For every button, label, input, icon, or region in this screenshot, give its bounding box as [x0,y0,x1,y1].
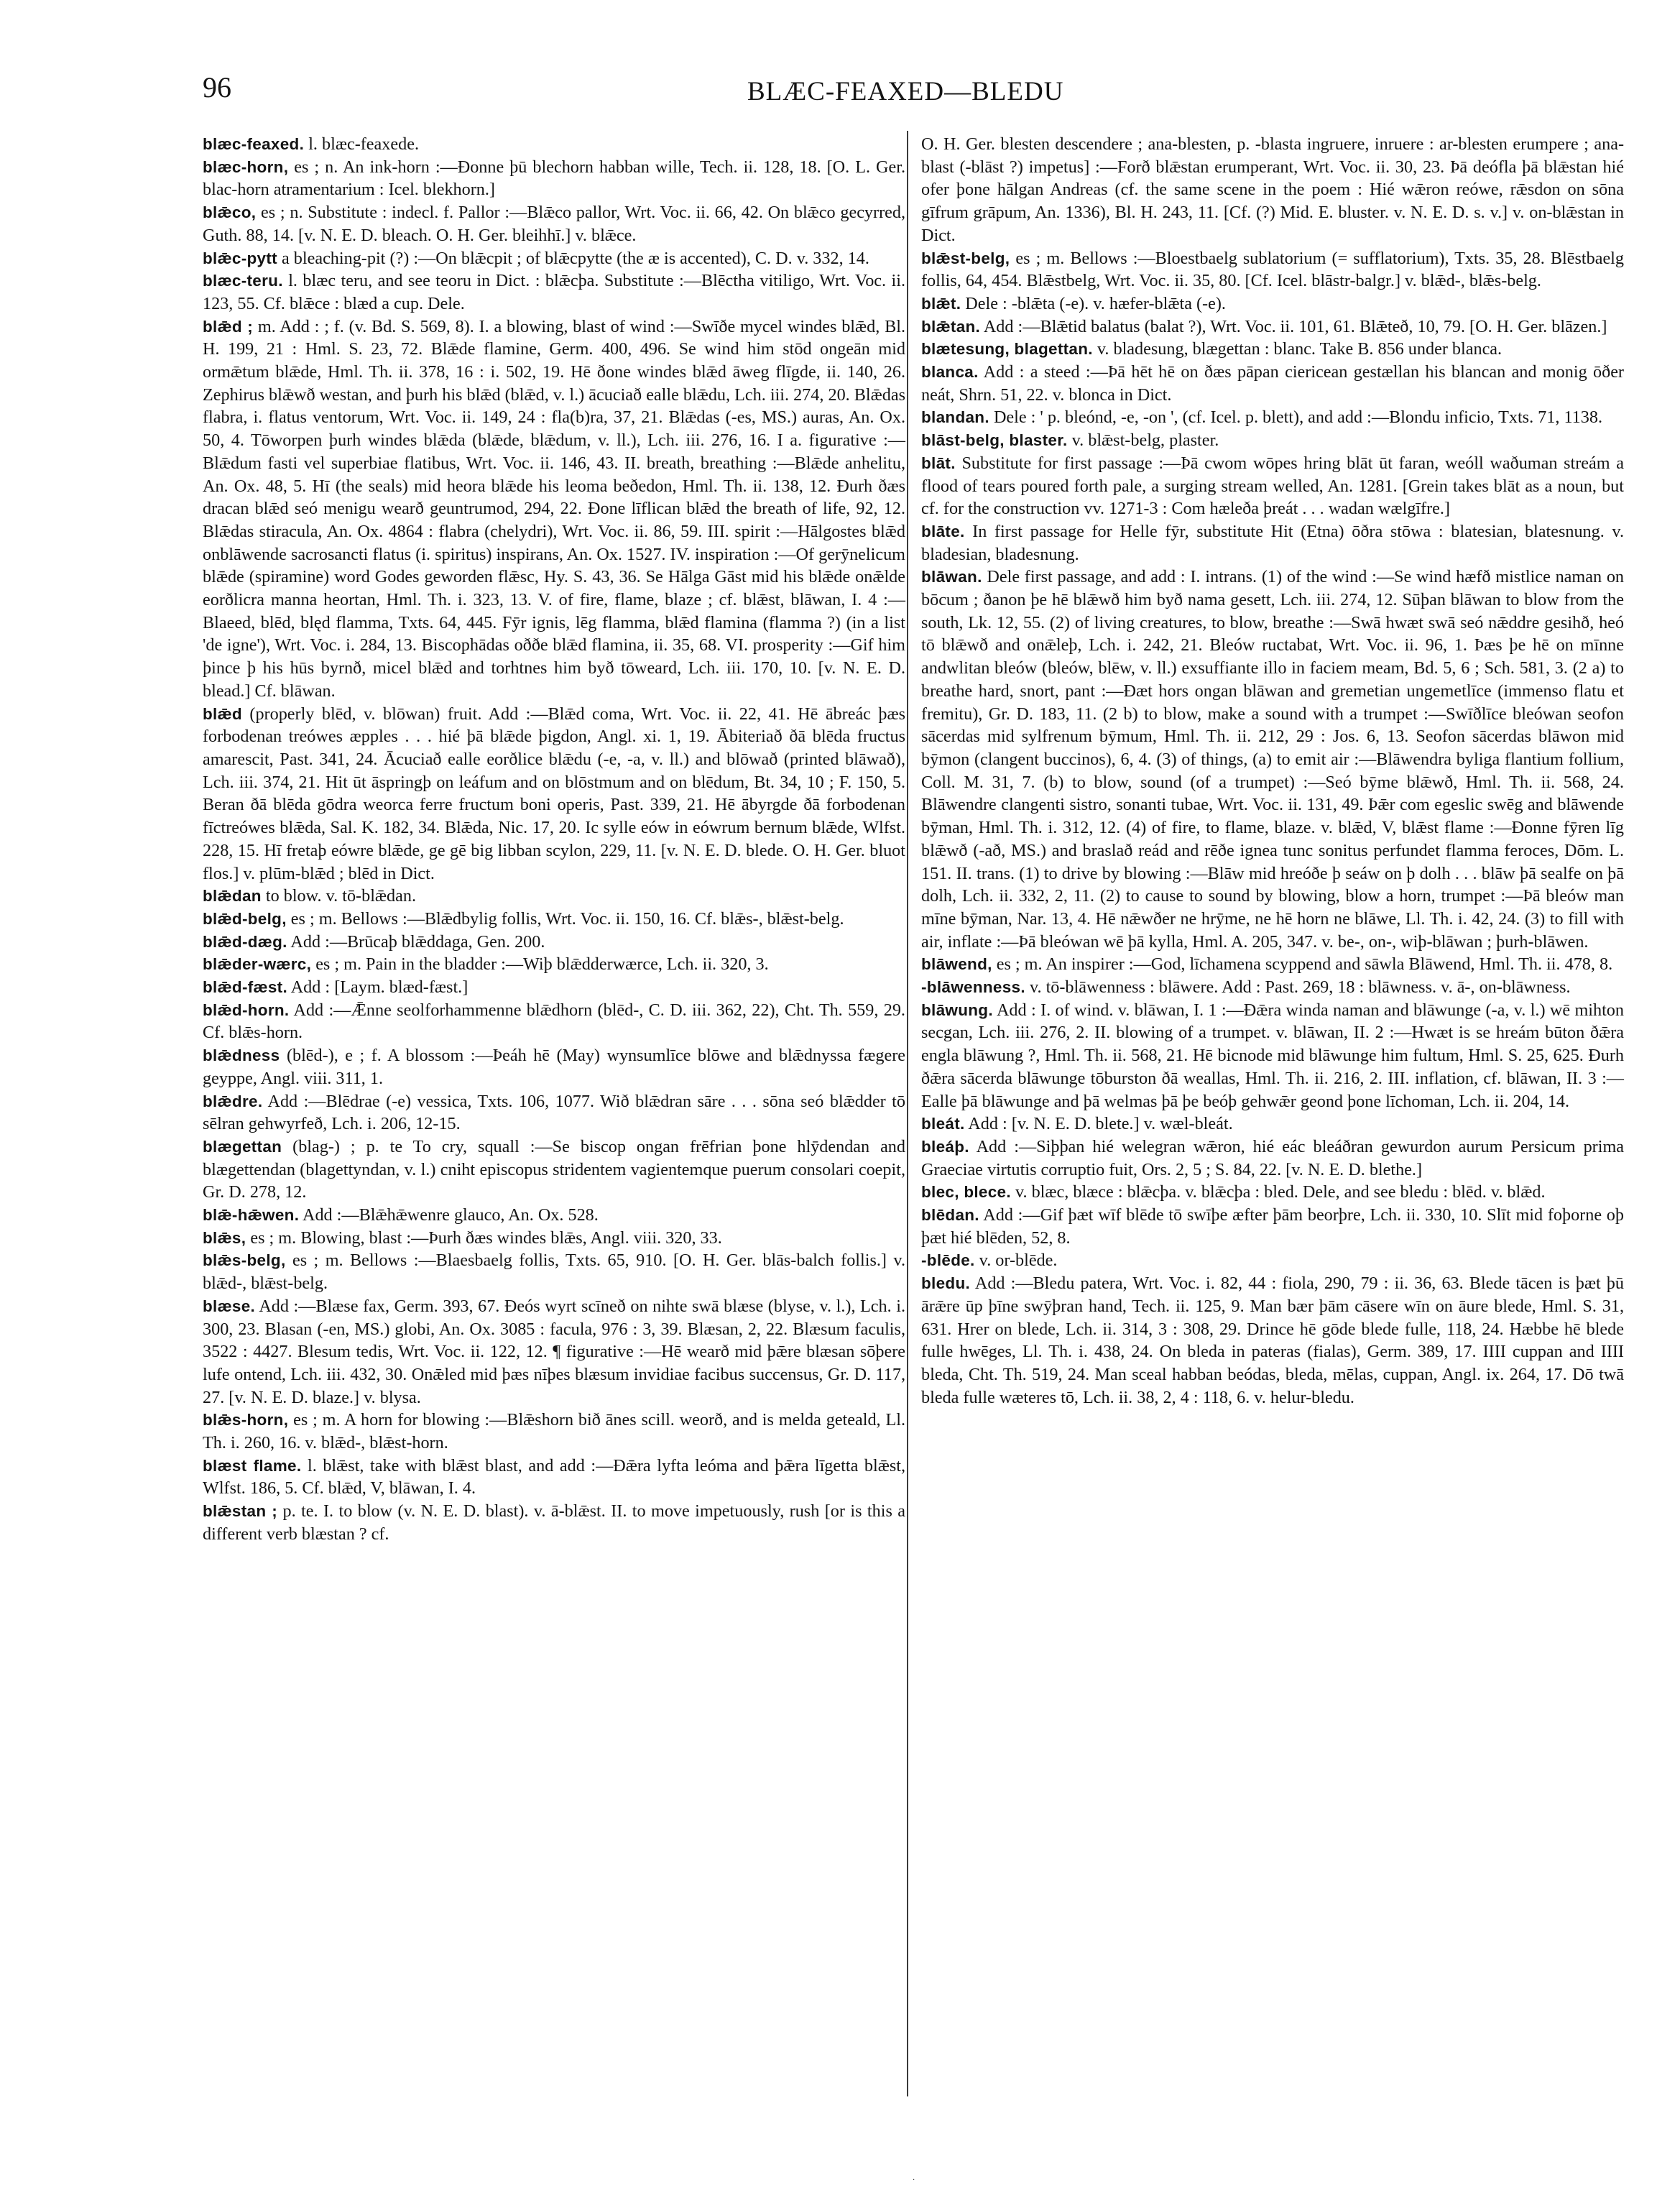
entry-text: (properly blēd, v. blōwan) fruit. Add :—Blǣd coma, Wrt. Voc. ii. 22, 41. Hē ābreác þæs forbodenan treówes æpples . . . hié þā blǣde þigdon, Angl. xi. 1, 19. Ābiteriað ðā blēda fructus amarescit, Past. 341, 24. Ācuciað ealle eorðlice blǣdu (-e, -a, v. ll.) and blōwað (printed blāwað), Lch. iii. 374, 21. Hit ūt āspringþ on leáfum and on blōstmum and on blēdum, Bt. 34, 10 ; F. 150, 5. Beran ðā blēda gōdra weorca ferre fructum boni operis, Past. 339, 21. Hē ābyrgde ðā forbodenan fīctreówes blǣda, Sal. K. 182, 34. Blǣda, Nic. 17, 20. Ic sylle eów in eówrum bernum blǣde, Wlfst. 228, 15. Hī fretaþ eówre blǣde, ge gē big libban scylon, 229, 11. [v. N. E. D. blede. O. H. Ger. bluot flos.] v. plūm-blǣd ; blēd in Dict. [203,704,905,883]
entry-text: Add : I. of wind. v. blāwan, I. 1 :—Ðǣra winda naman and blāwunge (-a, v. l.) wē mihton secgan, Lch. iii. 276, 2. II. blowing of a trumpet. v. blāwan, II. 2 :—Hwæt is se hreám būton ðǣra engla blāwung ?, Hml. Th. ii. 568, 21. Hē bicnode mid blāwunge him fultum, Hml. S. 25, 625. Ðurh ðǣra sācerda blāwunge tōburston ðā weallas, Hml. Th. ii. 216, 2. III. inflation, cf. blāwan, II. 3 :—Ealle þā blāwunge and þā welmas þā þe beóþ gehwǣr geond þone līchoman, Lch. ii. 204, 14. [921,1000,1624,1111]
dictionary-entry [203,1227,905,1250]
entry-text: p. te. I. to blow (v. N. E. D. blast). v. ā-blǣst. II. to move impetuously, rush [or is this a different verb blæstan ? cf. [203,1501,906,1544]
entry-text: Dele first passage, and add : I. intrans. (1) of the wind :—Se wind hæfð mistlice naman on bōcum ; ðanon þe hē blǣwð him byð nama gesett, Lch. iii. 274, 12. Sūþan blāwan to blow from the south, Lk. 12, 55. (2) of living creatures, to blow, breathe :—Swā hwæt swā seó nǣddre gesihð, heó tō blǣwð and onǣleþ, Lch. i. 242, 21. Bleów ructabat, Wrt. Voc. ii. 96, 1. Þæs þe hē on mīnne andwlitan bleów (bleów, blēw, v. ll.) exsuffiante illo in faciem meam, Bd. 5, 6 ; Sch. 581, 3. (2 a) to breathe hard, snort, pant :—Ðæt hors ongan blāwan and gremetian ungemetlīce (immenso flatu et fremitu), Gr. D. 183, 11. (2 b) to blow, make a sound with a trumpet :—Swīðlīce bleówan seofon sācerdas mid sylfrenum bȳmum, Hml. Th. ii. 212, 29 : Jos. 6, 13. Seofon sācerdas blāwon mid bȳmon (clangent buccinos), 6, 4. (3) of things, (a) to emit air :—Blāwendra byliga flantium follium, Coll. M. 31, 7. (b) to blow, sound (of a trumpet) :—Seó bȳme blǣwð, Hml. Th. ii. 568, 24. Blāwendre clangenti sistro, sonanti tubae, Wrt. Voc. ii. 131, 49. Þǣr com egeslic swēg and blāwende bȳman, Hml. Th. i. 312, 12. (4) of fire, to flame, blaze. v. blǣd, V, blǣst flame :—Ðonne fȳren līg blǣwð (-að, MS.) and braslað reád and rēðe ignea tunc sonitus perfundet flamma feroces, Dōm. L. 151. II. trans. (1) to drive by blowing :—Blāw mid hreóðe þ seáw on þ dolh . . . blāw þā sealfe on þā dolh, Lch. ii. 332, 2, 11. (2) to cause to sound by blowing, blow a horn, trumpet :—Þā bleów man mīne bȳman, Nar. 13, 4. Hē nǣwðer ne hrȳme, ne hē horn ne blāwe, Ll. Th. i. 42, 24. (3) to fill with air, inflate :—Þā bleówan wē þā kylla, Hml. A. 205, 347. v. be-, on-, wiþ-blāwan ; þurh-blāwen. [921,567,1625,952]
entry-text: v. or-blēde. [979,1251,1058,1271]
headword: blec, blece. [921,1183,1011,1202]
dictionary-entry [921,1136,1624,1181]
headword: blætesung, blagettan. [921,340,1093,359]
dictionary-entry [921,406,1624,429]
dictionary-entry [203,133,905,156]
headword: blǣ-hǣwen. [203,1206,300,1225]
headword: blanca. [921,363,979,382]
left-column [203,133,905,1546]
headword: blǣt. [921,294,961,313]
entry-text: es ; m. Bellows :—Blaesbaelg follis, Txts. 65, 910. [O. H. Ger. blās-balch follis.] v. blǣd-, blǣst-belg. [203,1251,905,1294]
headword: blāwan. [921,568,982,586]
dictionary-entry [203,316,905,703]
dictionary-entry [921,429,1624,452]
headword: bleáþ. [921,1137,969,1156]
entry-text: Add :—Gif þæt wīf blēde tō swīþe æfter þām beorþre, Lch. ii. 330, 10. Slīt mid foþorne oþ þæt hié blēden, 52, 8. [921,1205,1624,1248]
dictionary-entry [921,1204,1624,1249]
entry-text: es ; n. An ink-horn :—Ðonne þū blechorn habban wille, Tech. ii. 128, 18. [O. L. Ger. blac-horn atramentarium : Icel. blekhorn.] [203,157,905,200]
dictionary-entry [203,1136,905,1204]
entry-text: es ; m. Pain in the bladder :—Wiþ blǣdderwærce, Lch. ii. 320, 3. [315,954,769,975]
entry-text: Add : a steed :—Þā hēt hē on ðæs pāpan ciericean gestællan his blancan and monig ōðer neát, Shrn. 51, 22. v. blonca in Dict. [921,362,1624,405]
dictionary-entry [921,452,1624,520]
entry-text: v. bladesung, blægettan : blanc. Take B. 856 under blanca. [1097,339,1503,359]
entry-text: Add :—Brūcaþ blǣddaga, Gen. 200. [290,931,545,952]
headword: blǣco, [203,203,257,222]
headword: blǣdness [203,1046,280,1065]
headword: blǣd-dæg. [203,932,287,951]
headword: blāte. [921,522,965,540]
dictionary-entry [203,1500,905,1545]
dictionary-entry [203,953,905,976]
dictionary-entry [921,338,1624,361]
entry-text: Add :—Blǣtid balatus (balat ?), Wrt. Voc. ii. 101, 61. Blǣteð, 10, 79. [O. H. Ger. blāzen.] [983,316,1607,336]
entry-text: Add : [Laym. blæd-fæst.] [290,977,469,998]
dictionary-entry [203,1249,905,1294]
dictionary-entry [921,1181,1624,1204]
dictionary-entry [921,316,1624,339]
dictionary-entry [203,1090,905,1136]
dictionary-entry [921,999,1624,1113]
headword: blǣs-belg, [203,1251,286,1270]
entry-text: O. H. Ger. blesten descendere ; ana-blesten, p. -blasta ingruere, inruere : ar-blesten erumpere ; ana-blast (-blāst ?) impetus] :—Forð blǣstan erumperant, Wrt. Voc. ii. 30, 23. Þā deófla þā blǣstan hié ofer þone hālgan Andreas (cf. the same scene in the poem : Hié wǣron reówe, rǣsdon on sōna gīfrum grāpum, An. 1336), Bl. H. 243, 11. [Cf. (?) Mid. E. bluster. v. N. E. D. s. v.] v. on-blǣstan in Dict. [921,134,1624,245]
headword: blǣc-pytt [203,249,277,267]
headword: blæst flame. [203,1456,302,1475]
headword: blǣd [203,704,242,723]
dictionary-entry [921,133,1624,247]
headword: blandan. [921,408,989,427]
dictionary-entry [203,1204,905,1227]
headword: blæc-teru. [203,272,283,290]
headword: blǣstan ; [203,1502,278,1521]
headword: blāwung. [921,1000,993,1019]
dictionary-entry [203,270,905,315]
column-divider [907,131,908,2096]
entry-text: Add :—Ǣnne seolforhammenne blǣdhorn (blēd-, C. D. iii. 362, 22), Cht. Th. 559, 29. Cf. blǣs-horn. [203,1000,905,1043]
headword: blǣd-horn. [203,1000,290,1019]
dictionary-entry [921,1272,1624,1409]
headword: -blēde. [921,1251,975,1270]
entry-text: to blow. v. tō-blǣdan. [265,886,417,906]
headword: blǣder-wærc, [203,955,312,974]
headword: blǣdre. [203,1092,263,1110]
dictionary-entry [203,885,905,908]
entry-text: l. blæc-feaxede. [308,134,419,154]
headword: bledu. [921,1274,971,1293]
entry-text: Add :—Blǣhǣwenre glauco, An. Ox. 528. [302,1205,599,1225]
headword: blǣtan. [921,317,981,336]
headword: blæc-horn, [203,157,289,176]
entry-text: es ; m. Blowing, blast :—Þurh ðæs windes blǣs, Angl. viii. 320, 33. [250,1228,722,1248]
headword: blǣdan [203,887,262,906]
dictionary-entry [203,156,905,201]
entry-text: es ; m. A horn for blowing :—Blǣshorn bið ānes scill. weorð, and is melda geteald, Ll. Th. i. 260, 16. v. blǣd-, blǣst-horn. [203,1410,905,1453]
dictionary-entry [921,1113,1624,1136]
headword: blāst-belg, blaster. [921,431,1068,450]
headword: blæc-feaxed. [203,135,305,153]
entry-text: v. blæc, blæce : blǣcþa. v. blǣcþa : bled. Dele, and see bledu : blēd. v. blǣd. [1015,1182,1546,1202]
entry-text: Dele : -blǣta (-e). v. hæfer-blǣta (-e). [965,293,1226,313]
page-mark: · [913,2176,915,2184]
headword: blǣd-belg, [203,909,287,928]
entry-text: Substitute for first passage :—Þā cwom wōpes hring blāt ūt faran, weóll waðuman streám a flood of tears poured forth pale, a surging stream welled, An. 1281. [Grein takes blāt as a noun, but cf. for the construction vv. 1271-3 : Com hæleða þreát . . . wadan wælgīfre.] [921,453,1624,519]
headword: -blāwenness. [921,978,1025,997]
entry-text: In first passage for Helle fȳr, substitute Hit (Etna) ōðra stōwa : blatesian, blatesnung. v. bladesian, bladesnung. [921,521,1624,564]
entry-text: Add :—Siþþan hié welegran wǣron, hié eác bleáðran gewurdon aurum Persicum prima Graeciae virtutis corruptio fuit, Ors. 2, 5 ; S. 84, 22. [v. N. E. D. blethe.] [921,1136,1624,1179]
entry-text: (blag-) ; p. te To cry, squall :—Se biscop ongan frēfrian þone hlȳdendan and blægettendan (blagettyndan, v. l.) cniht episcopus stridentem vagientemque puerum consolari coepit, Gr. D. 278, 12. [203,1136,905,1202]
headword: blægettan [203,1137,282,1156]
dictionary-entry [921,247,1624,293]
headword: blāwend, [921,955,992,974]
entry-text: a bleaching-pit (?) :—On blǣcpit ; of blǣcpytte (the æ is accented), C. D. v. 332, 14. [282,248,869,268]
headword: blæse. [203,1297,256,1315]
dictionary-entry [921,566,1624,953]
entry-text: Add :—Blēdrae (-e) vessica, Txts. 106, 1077. Wið blǣdran sāre . . . sōna seó blǣdder tō sēlran gehwyrfeð, Lch. i. 206, 12-15. [203,1091,905,1134]
headword: blǣs, [203,1228,246,1247]
entry-text: l. blǣst, take with blǣst blast, and add :—Ðǣra lyfta leóma and þǣra līgetta blǣst, Wlfst. 186, 5. Cf. blǣd, V, blāwan, I. 4. [203,1455,906,1498]
entry-text: v. tō-blāwenness : blāwere. Add : Past. 269, 18 : blāwness. v. ā-, on-blāwness. [1029,977,1571,998]
dictionary-entry [921,976,1624,999]
entry-text: Add :—Bledu patera, Wrt. Voc. i. 82, 44 : fiola, 290, 79 : ii. 36, 63. Blede tācen is þæt þū ārǣre ūp þīne swȳþran hand, Tech. ii. 125, 9. Man bær þām cāsere wīn on āure blede, Hml. S. 31, 631. Hrer on blede, Lch. ii. 314, 3 : 308, 29. Drince hē gōde blede fulle, 118, 24. Hæbbe hē blede fulle hwēges, Ll. Th. i. 438, 24. On bleda in pateras (fialas), Germ. 389, 17. IIII cuppan and IIII bleda, Cht. Th. 519, 24. Man sceal habban beódas, bleda, mēlas, cuppan, Angl. ix. 264, 17. Dō twā bleda fulle wæteres tō, Lch. ii. 38, 2, 4 : 118, 6. v. helur-bledu. [921,1274,1624,1407]
entry-text: es ; m. Bellows :—Bloestbaelg sublatorium (= sufflatorium), Txts. 35, 28. Blēstbaelg follis, 64, 454. Blǣstbelg, Wrt. Voc. ii. 35, 80. [Cf. Icel. blāstr-balgr.] v. blǣd-, blǣs-belg. [921,248,1624,291]
dictionary-entry [921,520,1624,566]
dictionary-entry [921,953,1624,976]
dictionary-entry [203,247,905,270]
headword: blāt. [921,453,956,472]
headword: blǣd-fæst. [203,978,287,997]
entry-text: es ; m. An inspirer :—God, līchamena scyppend and sāwla Blāwend, Hml. Th. ii. 478, 8. [996,954,1613,975]
entry-text: Dele : ' p. bleónd, -e, -on ', (cf. Icel. p. blett), and add :—Blondu inficio, Txts. 71, 1138. [993,408,1602,428]
entry-text: m. Add : ; f. (v. Bd. S. 569, 8). I. a blowing, blast of wind :—Swīðe mycel windes blǣd, Bl. H. 199, 21 : Hml. S. 23, 72. Blǣde flamine, Germ. 400, 496. Se wind him stōd ongeān mid ormǣtum blǣde, Hml. Th. ii. 378, 16 : i. 502, 19. Hē ðone windes blǣd āweg flīgde, ii. 140, 26. Zephirus blǣwð westan, and þurh his blǣd (blǣd, v. l.) ācuciað ealle blǣdu, Lch. iii. 274, 20. Blǣdas flabra, i. flatus ventorum, Wrt. Voc. ii. 149, 24 : fla(b)ra, 37, 21. Blǣdas (-es, MS.) auras, An. Ox. 50, 4. Tōworpen þurh windes blǣda (blǣde, blǣdum, v. ll.), Lch. iii. 276, 16. I a. figurative :—Blǣdum fasti vel superbiae flatibus, Wrt. Voc. ii. 146, 43. II. breath, breathing :—Blǣde anhelitu, An. Ox. 48, 5. Hī (the seals) mid heora blǣde his leoma beðedon, Hml. Th. ii. 138, 12. Ðurh ðæs dracan blǣd seó menigu wearð geuntrumod, 294, 22. Ðone līflican blǣd the breath of life, 92, 12. Blǣdas stiracula, An. Ox. 4864 : flabra (chelydri), Wrt. Voc. ii. 86, 59. III. spirit :—Hālgostes blǣd onblāwende sacrosancti flatus (i. spiritus) inspirans, An. Ox. 1527. IV. inspiration :—Of gerȳnelicum blǣde (spiramine) word Godes geworden flǣsc, Hy. S. 43, 36. Se Hālga Gāst mid his blǣde onǣlde eorðlicra manna heortan, Hml. Th. i. 323, 13. V. of fire, flame, blaze ; cf. blǣst, blāwan, I. 4 :—Blaeed, blēd, blęd flamma, Txts. 64, 445. Fȳr ignis, lēg flamma, blǣd flamina (flamma ?) (in a list 'de igne'), Wrt. Voc. i. 284, 13. Biscophādas oððe blǣd flamina, ii. 35, 68. VI. prosperity :—Gif him þince þ his hūs byrnð, micel blǣd and torhtnes him byð tōweard, Lch. iii. 170, 10. [v. N. E. D. blead.] Cf. blāwan. [203,316,906,701]
dictionary-entry [203,703,905,885]
right-column [921,133,1624,1409]
page-number: 96 [203,71,231,103]
dictionary-entry [203,1044,905,1090]
dictionary-entry [921,1249,1624,1272]
dictionary-entry [203,931,905,954]
dictionary-entry [203,976,905,999]
entry-text: v. blǣst-belg, plaster. [1071,431,1219,451]
headword: bleát. [921,1115,965,1133]
dictionary-entry [203,1455,905,1500]
entry-text: es ; m. Bellows :—Blǣdbylig follis, Wrt. Voc. ii. 150, 16. Cf. blǣs-, blǣst-belg. [290,908,844,929]
entry-text: (blēd-), e ; f. A blossom :—Þeáh hē (May) wynsumlīce blōwe and blǣdnyssa fægere geyppe, Angl. viii. 311, 1. [203,1046,905,1088]
entry-text: l. blæc teru, and see teoru in Dict. : blǣcþa. Substitute :—Blēctha vitiligo, Wrt. Voc. ii. 123, 55. Cf. blǣce : blæd a cup. Dele. [203,271,905,313]
dictionary-entry [203,908,905,931]
running-head: BLÆC-FEAXED—BLEDU [747,77,1064,106]
headword: blǣs-horn, [203,1411,289,1429]
headword: blēdan. [921,1206,979,1225]
dictionary-entry [203,1295,905,1409]
entry-text: Add : [v. N. E. D. blete.] v. wæl-bleát. [968,1114,1233,1134]
headword: blǣd ; [203,317,254,336]
dictionary-entry [203,201,905,247]
entry-text: Add :—Blæse fax, Germ. 393, 67. Ðeós wyrt scīneð on nihte swā blæse (blyse, v. l.), Lch. i. 300, 23. Blasan (-en, MS.) globi, An. Ox. 3085 : facula, 976 : 3, 39. Blæsan, 2, 22. Blæsum faculis, 3522 : 4427. Blesum tedis, Wrt. Voc. ii. 122, 12. ¶ figurative :—Hē wearð mid þǣre blæsan sōþere lufe ontend, Lch. iii. 432, 30. Onǣled mid þæs nīþes blæsum invidiae facibus succensus, Gr. D. 117, 27. [v. N. E. D. blaze.] v. blysa. [203,1296,905,1407]
dictionary-entry [921,361,1624,406]
entry-text: es ; n. Substitute : indecl. f. Pallor :—Blǣco pallor, Wrt. Voc. ii. 66, 42. On blǣco gecyrred, Guth. 88, 14. [v. N. E. D. bleach. O. H. Ger. bleihhī.] v. blǣce. [203,203,906,245]
dictionary-entry [203,1409,905,1454]
dictionary-entry [921,293,1624,316]
dictionary-entry [203,999,905,1044]
headword: blǣst-belg, [921,249,1010,267]
